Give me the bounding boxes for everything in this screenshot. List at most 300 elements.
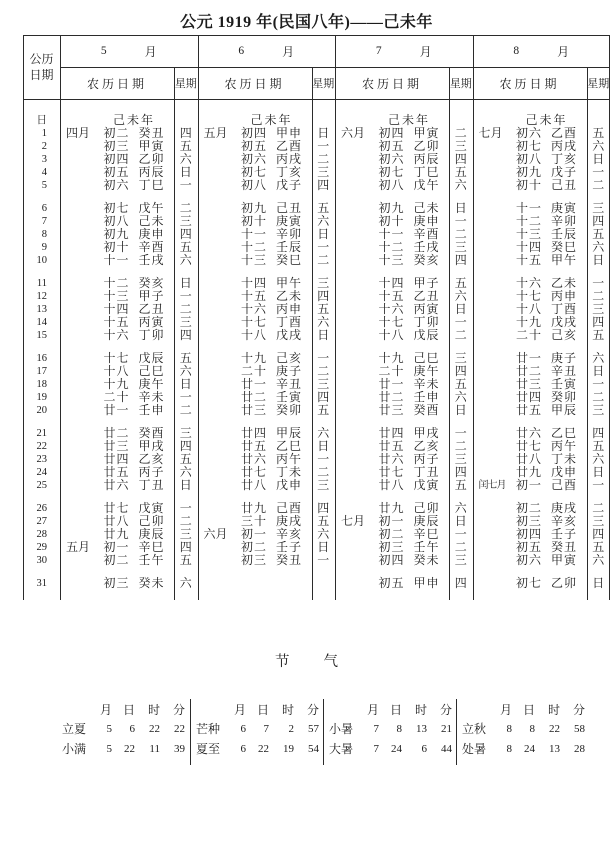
solar-term-group <box>456 699 589 765</box>
lunar-day: 初六 <box>240 152 267 166</box>
lunar-day: 初四 <box>378 553 405 567</box>
jieqi-value: 6 <box>129 723 135 735</box>
lunar-day: 廿八 <box>378 478 405 492</box>
weekday-value: 二 <box>454 439 467 453</box>
weekday-value: 二 <box>179 201 192 215</box>
jieqi-value: 22 <box>258 743 269 755</box>
ganzhi-day: 庚辰 <box>138 527 165 541</box>
weekday-value: 二 <box>592 289 605 303</box>
lunar-day: 十二 <box>515 214 542 228</box>
weekday-value: 日 <box>317 328 330 342</box>
ganzhi-day: 庚戌 <box>550 501 577 515</box>
weekday-value: 五 <box>592 227 605 241</box>
lunar-month-label: 五月 <box>66 540 91 554</box>
ganzhi-day: 壬子 <box>275 540 302 554</box>
lunar-month-label <box>341 427 374 440</box>
lunar-month-label <box>204 404 237 417</box>
lunar-date-cell <box>198 329 312 342</box>
jieqi-col-header: 分 <box>439 703 452 717</box>
solar-term-row <box>191 739 323 759</box>
weekday-value: 五 <box>592 540 605 554</box>
jieqi-value: 22 <box>124 743 135 755</box>
lunar-month-label <box>341 378 374 391</box>
lunar-month-label <box>204 215 237 228</box>
month-header <box>60 35 198 67</box>
jieqi-term-name: 立秋 <box>462 722 487 736</box>
jieqi-value: 24 <box>524 743 535 755</box>
lunar-month-label <box>341 554 374 567</box>
weekday-value: 五 <box>317 302 330 316</box>
weekday-value: 一 <box>317 351 330 365</box>
solar-term-name-spacer <box>191 701 224 719</box>
month-header <box>335 35 473 67</box>
month-number: 6 <box>238 45 245 57</box>
lunar-month-label <box>341 290 374 303</box>
ganzhi-day: 戊午 <box>413 178 440 192</box>
lunar-day: 初五 <box>378 139 405 153</box>
lunar-day: 廿九 <box>515 465 542 479</box>
gregorian-date-corner-header <box>23 35 60 99</box>
gregorian-day: 22 <box>36 441 47 452</box>
weekday-value: 一 <box>592 165 605 179</box>
gregorian-day: 1 <box>41 128 47 139</box>
lunar-day: 十八 <box>240 328 267 342</box>
jieqi-value: 54 <box>308 743 319 755</box>
ganzhi-day: 乙卯 <box>413 139 440 153</box>
lunar-day: 廿五 <box>378 439 405 453</box>
ganzhi-day: 甲寅 <box>413 126 440 140</box>
weekday-value: 二 <box>592 178 605 192</box>
lunar-month-label <box>204 254 237 267</box>
weekday-value: 二 <box>317 152 330 166</box>
weekday-value: 日 <box>179 276 192 290</box>
ganzhi-day: 癸巳 <box>275 253 302 267</box>
weekday-value: 三 <box>179 527 192 541</box>
gregorian-day: 17 <box>36 366 47 377</box>
weekday-value: 日 <box>454 514 467 528</box>
gregorian-day: 20 <box>36 405 47 416</box>
gregorian-day: 24 <box>36 467 47 478</box>
ganzhi-day: 乙酉 <box>550 126 577 140</box>
solar-term-row <box>457 739 589 759</box>
ganzhi-day: 丙子 <box>138 465 165 479</box>
lunar-day: 初七 <box>515 576 542 590</box>
jieqi-col-header: 日 <box>389 703 402 717</box>
jieqi-value: 21 <box>441 723 452 735</box>
jieqi-term-name: 立夏 <box>62 722 87 736</box>
weekday-value: 三 <box>454 351 467 365</box>
weekday-value: 六 <box>592 351 605 365</box>
lunar-day: 十四 <box>378 276 405 290</box>
lunar-month-label <box>204 166 237 179</box>
lunar-month-label <box>66 153 99 166</box>
ganzhi-day: 辛酉 <box>413 227 440 241</box>
ganzhi-day: 己丑 <box>550 178 577 192</box>
weekday-value: 四 <box>592 214 605 228</box>
weekday-value: 四 <box>317 501 330 515</box>
weekday-value: 日 <box>179 165 192 179</box>
weekday-value: 一 <box>317 139 330 153</box>
lunar-day: 初五 <box>515 540 542 554</box>
lunar-month-label <box>204 479 237 492</box>
ganzhi-day: 丙寅 <box>413 302 440 316</box>
weekday-value: 日 <box>179 377 192 391</box>
lunar-day: 廿三 <box>515 377 542 391</box>
weekday-value: 五 <box>592 328 605 342</box>
lunar-day: 十一 <box>103 253 130 267</box>
lunar-month-label <box>66 391 99 404</box>
lunar-month-label <box>204 427 237 440</box>
month-word: 月 <box>419 44 432 59</box>
weekday-value: 五 <box>179 351 192 365</box>
lunar-month-label <box>479 515 512 528</box>
lunar-month-label <box>479 166 512 179</box>
jieqi-value: 5 <box>106 743 112 755</box>
weekday-value: 六 <box>317 527 330 541</box>
lunar-day: 廿六 <box>240 452 267 466</box>
grid-line <box>60 67 610 68</box>
weekday-value: 一 <box>317 452 330 466</box>
lunar-day: 廿八 <box>240 478 267 492</box>
ganzhi-day: 乙丑 <box>138 302 165 316</box>
jieqi-term-name: 夏至 <box>196 742 221 756</box>
weekday-value: 四 <box>454 152 467 166</box>
ganzhi-day: 辛丑 <box>550 364 577 378</box>
lunar-day: 廿四 <box>240 426 267 440</box>
weekday-value: 六 <box>592 452 605 466</box>
lunar-day: 初六 <box>515 126 542 140</box>
lunar-month-label <box>204 391 237 404</box>
gregorian-day: 23 <box>36 454 47 465</box>
lunar-day: 初八 <box>103 214 130 228</box>
lunar-day: 初二 <box>103 126 130 140</box>
weekday-value: 五 <box>317 201 330 215</box>
lunar-month-label <box>204 277 237 290</box>
gregorian-day: 3 <box>41 154 47 165</box>
gregorian-day: 29 <box>36 542 47 553</box>
lunar-day: 三十 <box>240 514 267 528</box>
ganzhi-day: 乙未 <box>275 289 302 303</box>
ganzhi-day: 己巳 <box>413 351 440 365</box>
jieqi-value: 19 <box>283 743 294 755</box>
lunar-month-label <box>479 466 512 479</box>
ganzhi-day: 己未 <box>138 214 165 228</box>
lunar-day: 初四 <box>378 126 405 140</box>
lunar-month-label <box>204 352 237 365</box>
lunar-day: 初九 <box>515 165 542 179</box>
weekday-header: 星期 <box>174 78 197 90</box>
weekday-value: 六 <box>592 240 605 254</box>
lunar-month-label <box>341 329 374 342</box>
lunar-month-label <box>341 440 374 453</box>
lunar-day: 十七 <box>103 351 130 365</box>
lunar-month-label <box>66 290 99 303</box>
solar-term-group <box>323 699 456 765</box>
lunar-month-label <box>204 466 237 479</box>
lunar-day: 二十 <box>515 328 542 342</box>
jieqi-col-header: 日 <box>256 703 269 717</box>
lunar-month-label <box>341 316 374 329</box>
ganzhi-day: 戊辰 <box>413 328 440 342</box>
lunar-month-label <box>204 502 237 515</box>
lunar-day: 十四 <box>103 302 130 316</box>
gregorian-day: 18 <box>36 379 47 390</box>
lunar-date-cell <box>473 554 587 567</box>
weekday-value: 六 <box>454 289 467 303</box>
jieqi-value: 6 <box>240 723 246 735</box>
ganzhi-day: 壬申 <box>413 390 440 404</box>
lunar-date-cell <box>60 554 174 567</box>
weekday-value: 日 <box>317 439 330 453</box>
solar-term-row <box>324 739 456 759</box>
ganzhi-day: 辛丑 <box>275 377 302 391</box>
ganzhi-day: 乙亥 <box>413 439 440 453</box>
lunar-month-label <box>341 541 374 554</box>
weekday-value: 一 <box>179 501 192 515</box>
jieqi-value: 13 <box>549 743 560 755</box>
lunar-month-label <box>341 166 374 179</box>
lunar-month-label <box>479 541 512 554</box>
weekday-value: 一 <box>179 289 192 303</box>
lunar-day: 十八 <box>378 328 405 342</box>
ganzhi-day: 庚午 <box>413 364 440 378</box>
lunar-month-label <box>479 502 512 515</box>
jieqi-col-header: 月 <box>366 703 379 717</box>
weekday-value: 六 <box>179 465 192 479</box>
weekday-value: 五 <box>592 126 605 140</box>
ganzhi-day: 甲午 <box>275 276 302 290</box>
weekday-value: 五 <box>454 377 467 391</box>
jieqi-value: 7 <box>263 723 269 735</box>
lunar-year-label: 己未年 <box>387 113 430 127</box>
jieqi-col-header: 月 <box>99 703 112 717</box>
jieqi-col-header: 分 <box>306 703 319 717</box>
lunar-date-cell <box>198 254 312 267</box>
lunar-date-cell <box>473 577 587 590</box>
corner-label-line1: 公历 <box>29 52 54 66</box>
lunar-month-label <box>66 502 99 515</box>
jieqi-value: 6 <box>240 743 246 755</box>
ganzhi-day: 壬戌 <box>413 240 440 254</box>
lunar-month-label <box>204 241 237 254</box>
calendar-row <box>23 254 610 267</box>
gregorian-day: 27 <box>36 516 47 527</box>
weekday-value: 二 <box>317 364 330 378</box>
ganzhi-day: 癸丑 <box>275 553 302 567</box>
jieqi-value: 58 <box>574 723 585 735</box>
lunar-day: 初二 <box>240 540 267 554</box>
jieqi-value: 7 <box>373 743 379 755</box>
jieqi-value: 22 <box>149 723 160 735</box>
ganzhi-day: 壬寅 <box>275 390 302 404</box>
lunar-day: 初七 <box>103 201 130 215</box>
weekday-value: 四 <box>592 315 605 329</box>
weekday-value: 日 <box>317 540 330 554</box>
solar-term-row <box>57 739 190 759</box>
lunar-day: 十八 <box>515 302 542 316</box>
lunar-date-cell <box>198 404 312 417</box>
gregorian-day: 15 <box>36 330 47 341</box>
lunar-day: 廿六 <box>515 426 542 440</box>
grid-line <box>23 35 24 600</box>
lunar-month-label <box>479 577 512 590</box>
jieqi-col-header: 日 <box>522 703 535 717</box>
gregorian-day: 4 <box>41 167 47 178</box>
weekday-value: 三 <box>179 426 192 440</box>
solar-term-header-row <box>57 701 190 719</box>
weekday-value: 四 <box>179 439 192 453</box>
ganzhi-day: 庚寅 <box>275 214 302 228</box>
ganzhi-day: 丁丑 <box>138 478 165 492</box>
gregorian-day: 9 <box>41 242 47 253</box>
lunar-month-label <box>204 153 237 166</box>
ganzhi-day: 癸丑 <box>550 540 577 554</box>
lunar-day: 初三 <box>103 139 130 153</box>
lunar-month-label <box>341 528 374 541</box>
ganzhi-day: 丁未 <box>275 465 302 479</box>
weekday-value: 一 <box>317 240 330 254</box>
grid-line <box>449 67 450 600</box>
lunar-month-label <box>479 290 512 303</box>
lunar-day: 十九 <box>240 351 267 365</box>
weekday-value: 三 <box>592 302 605 316</box>
ganzhi-day: 癸亥 <box>138 276 165 290</box>
lunar-day: 廿六 <box>103 478 130 492</box>
ganzhi-day: 乙亥 <box>138 452 165 466</box>
lunar-day: 初八 <box>515 152 542 166</box>
lunar-month-label <box>479 554 512 567</box>
jieqi-value: 28 <box>574 743 585 755</box>
ganzhi-day: 丙辰 <box>138 165 165 179</box>
weekday-value: 日 <box>317 227 330 241</box>
lunar-month-label <box>479 153 512 166</box>
lunar-date-cell <box>473 254 587 267</box>
ganzhi-day: 己丑 <box>275 201 302 215</box>
ganzhi-day: 辛卯 <box>550 214 577 228</box>
ganzhi-day: 壬子 <box>550 527 577 541</box>
lunar-month-label <box>479 352 512 365</box>
lunar-day: 初一 <box>378 514 405 528</box>
gregorian-day: 25 <box>36 480 47 491</box>
lunar-day: 初七 <box>515 139 542 153</box>
weekday-value: 六 <box>179 253 192 267</box>
lunar-month-label <box>479 391 512 404</box>
jieqi-col-header: 月 <box>499 703 512 717</box>
ganzhi-day: 己亥 <box>275 351 302 365</box>
lunar-day: 廿八 <box>515 452 542 466</box>
lunar-day: 初一 <box>515 478 542 492</box>
lunar-month-label <box>66 515 99 528</box>
weekday-value: 二 <box>592 390 605 404</box>
month-number: 5 <box>100 45 107 57</box>
lunar-day: 十四 <box>240 276 267 290</box>
lunar-month-label <box>479 329 512 342</box>
lunar-date-header: 农历日期 <box>224 76 285 91</box>
ganzhi-day: 壬戌 <box>138 253 165 267</box>
lunar-month-label <box>341 254 374 267</box>
weekday-value: 五 <box>454 165 467 179</box>
jieqi-value: 24 <box>391 743 402 755</box>
lunar-month-label <box>66 254 99 267</box>
ganzhi-day: 乙巳 <box>275 439 302 453</box>
lunar-day: 初十 <box>103 240 130 254</box>
lunar-day: 十三 <box>103 289 130 303</box>
lunar-day: 廿一 <box>515 351 542 365</box>
weekday-value: 六 <box>179 364 192 378</box>
lunar-date-cell <box>473 329 587 342</box>
ganzhi-day: 壬申 <box>138 403 165 417</box>
lunar-day: 廿九 <box>240 501 267 515</box>
solar-term-header-row <box>324 701 456 719</box>
weekday-value: 二 <box>179 302 192 316</box>
lunar-day: 十七 <box>240 315 267 329</box>
ganzhi-day: 癸酉 <box>413 403 440 417</box>
lunar-day: 廿七 <box>515 439 542 453</box>
weekday-value: 一 <box>592 478 605 492</box>
solar-term-group <box>57 699 190 765</box>
lunar-month-label <box>341 153 374 166</box>
lunar-day: 二十 <box>378 364 405 378</box>
lunar-day: 初七 <box>240 165 267 179</box>
grid-line <box>312 67 313 600</box>
lunar-month-label <box>204 179 237 192</box>
lunar-day: 廿二 <box>240 390 267 404</box>
lunar-day: 廿一 <box>240 377 267 391</box>
jieqi-col-header: 月 <box>233 703 246 717</box>
lunar-month-label <box>341 479 374 492</box>
weekday-value: 三 <box>317 478 330 492</box>
weekday-value: 四 <box>454 576 467 590</box>
lunar-day: 十一 <box>240 227 267 241</box>
ganzhi-day: 癸丑 <box>138 126 165 140</box>
lunar-month-label <box>66 215 99 228</box>
weekday-value: 四 <box>179 126 192 140</box>
weekday-value: 二 <box>454 540 467 554</box>
lunar-date-cell <box>335 554 449 567</box>
lunar-year-label: 己未年 <box>112 113 155 127</box>
lunar-day: 廿五 <box>103 465 130 479</box>
lunar-day: 廿三 <box>240 403 267 417</box>
jieqi-term-name: 小满 <box>62 742 87 756</box>
ganzhi-day: 庚申 <box>413 214 440 228</box>
grid-line <box>198 35 199 600</box>
lunar-month-label <box>204 453 237 466</box>
gregorian-day: 31 <box>36 578 47 589</box>
jieqi-value: 8 <box>396 723 402 735</box>
ganzhi-day: 戊戌 <box>275 328 302 342</box>
lunar-month-label <box>66 365 99 378</box>
ganzhi-day: 己酉 <box>275 501 302 515</box>
lunar-month-label <box>66 378 99 391</box>
ganzhi-day: 癸未 <box>413 553 440 567</box>
lunar-month-label <box>479 404 512 417</box>
jieqi-value: 39 <box>174 743 185 755</box>
lunar-month-label <box>66 166 99 179</box>
lunar-month-label <box>66 202 99 215</box>
ganzhi-day: 甲午 <box>550 253 577 267</box>
lunar-day: 廿四 <box>103 452 130 466</box>
weekday-value: 三 <box>317 165 330 179</box>
lunar-day: 廿二 <box>378 390 405 404</box>
ganzhi-day: 壬寅 <box>550 377 577 391</box>
corner-label-line2: 日期 <box>29 68 54 82</box>
weekday-value: 三 <box>454 452 467 466</box>
ganzhi-day: 己巳 <box>138 364 165 378</box>
ganzhi-day: 己酉 <box>550 478 577 492</box>
lunar-month-label <box>66 479 99 492</box>
lunar-date-cell <box>198 179 312 192</box>
weekday-value: 三 <box>179 214 192 228</box>
